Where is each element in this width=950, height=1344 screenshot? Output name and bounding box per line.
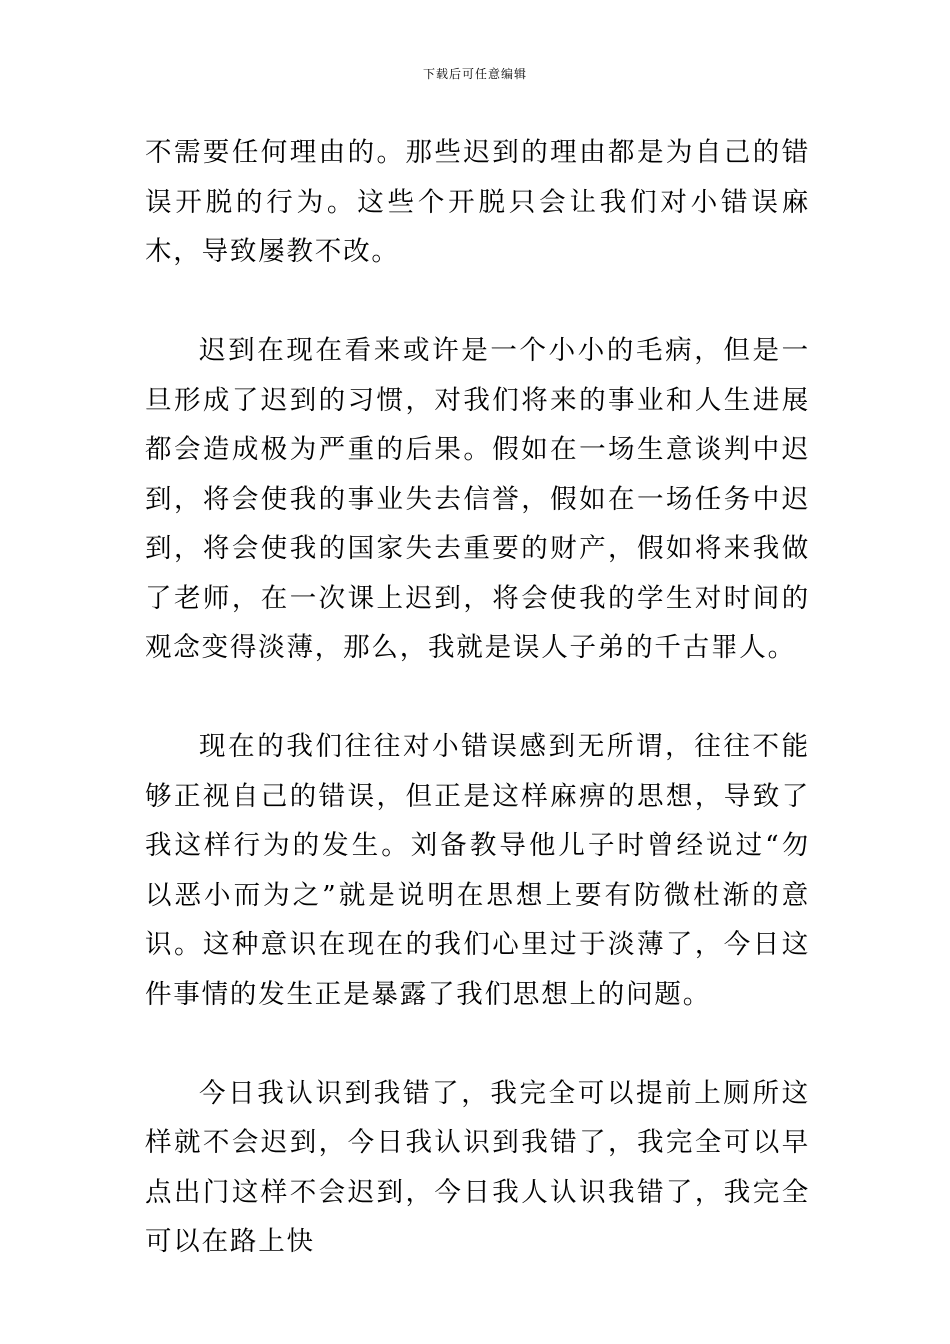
paragraph-3: 现在的我们往往对小错误感到无所谓，往往不能够正视自己的错误，但正是这样麻痹的思想，导致了我这样行为的发生。刘备教导他儿子时曾经说过“勿以恶小而为之”就是说明在思想上要有防微杜渐的意识。这种意识在现在的我们心里过于淡薄了，今日这件事情的发生正是暴露了我们思想上的问题。: [145, 731, 810, 1010]
paragraph-2: 迟到在现在看来或许是一个小小的毛病，但是一旦形成了迟到的习惯，对我们将来的事业和人生进展都会造成极为严重的后果。假如在一场生意谈判中迟到，将会使我的事业失去信誉，假如在一场任务中迟到，将会使我的国家失去重要的财产，假如将来我做了老师，在一次课上迟到，将会使我的学生对时间的观念变得淡薄，那么，我就是误人子弟的千古罪人。: [145, 335, 810, 663]
document-body: [145, 128, 810, 1267]
paragraph-1: 不需要任何理由的。那些迟到的理由都是为自己的错误开脱的行为。这些个开脱只会让我们对小错误麻木，导致屡教不改。: [145, 137, 810, 267]
page-header: 下载后可任意编辑: [422, 67, 527, 81]
paragraph-4: 今日我认识到我错了，我完全可以提前上厕所这样就不会迟到，今日我认识到我错了，我完全可以早点出门这样不会迟到，今日我人认识我错了，我完全可以在路上快: [145, 1077, 810, 1257]
